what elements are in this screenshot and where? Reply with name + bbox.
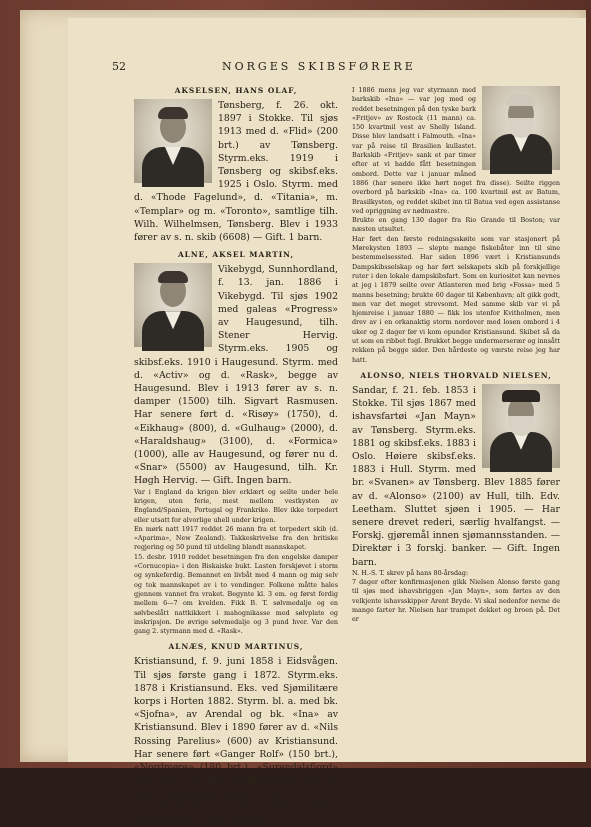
entry-note: I 1886 mens jeg var styrmann med barkskib «Ina» — var jeg med og reddet besetningen på den tyske bark «Fritjev» av Rostock (11 mann) ca. 150 kvartmil vest av Shelly Island. Disse blev landsatt i Falmouth. «Ina» var på reise til Brasilien kullastet. Barkskib «Fritjev» sank et par timer efter at vi hadde fått besetningen ombord. Dette var i januar måned 1886 (har senere ikke hørt noget fra disse). Seilte riggen overbord på barkskib «Ina» ca. 100 kvartmil øst av Batum, Brasilkysten, og reddet skibet inn til Batua ved egen assistanse ved opriggning av nødmastre.	[352, 86, 560, 215]
entry-note: N. H.-S. T. skrev på hans 80-årsdag:	[352, 568, 469, 577]
entry-text: Vikebygd, Sunnhordland, f. 13. jan. 1886 i Vikebygd. Til sjøs 1902 med galeas «Progress» av Haugesund, tilh. Stener Hervig. Styrm.eks. 1905 og skibsf.eks. 1910 i Haugesund. Styrm. med d. «Activ» og d. «Rask», begge av Haugesund. Blev i 1913 fører av s. n. damper (1500) tilh. Sigvart Rasmusen. Har senere ført d. «Risøy» (1750), d. «Eikhaug» (800), d. «Gulhaug» (2000), d. «Haraldshaug» (3100), d. «Formica» (1000), alle av Haugesund, og fører nu d. «Snar» (5500) av Haugesund, tilh. Kr. Høgh Hervig. — Gift. Ingen barn.	[134, 264, 338, 487]
entry-note: Brukte en gang 130 dager fra Rio Grande til Boston; var næsten utsultet.	[352, 216, 560, 234]
page-number: 52	[112, 60, 126, 73]
entry-note: Har ført den første redningsskøite som var stasjonert på Mørekysten 1893 — slepte mange fiskebåter inn til sine bestemmelsessted. Har siden 1896 vært i Kristiansunds Dampskibsselskap og har ført selskapets skib på forskjellige ruter i den lokale dampskibsfart. Som en kuriositet kan nevnes at jeg i 1879 seilte over Atlanteren med brig «Fossa» med 5 manns besetning; brukte 60 dager til København; alt gikk godt, men var det meget strevsomt. Med samme skib var vi på hjemreise i januar 1880 — fikk los utenfor Kvitholmen, men drev av i en orkanaktig storm nordover med losen ombord i 4 uker og 2 dager før vi kom opunder Kristiansund. Skibet så da ut som en ribbet fugl. Brukket begge undermerserær og innsått rekken på begge sider. Den hårdeste og værste reise jeg har hatt.	[352, 234, 560, 364]
page-header	[112, 60, 532, 76]
portrait-alnaes	[482, 86, 560, 170]
entry-text: Tønsberg, f. 26. okt. 1897 i Stokke. Til sjøs 1913 med d. «Flid» (200 brt.) av Tønsberg. Styrm.eks. 1919 i Tønsberg og skibsf.eks. 1925 i Oslo. Styrm. med d. «Thode Fagelund», d. «Titania», m. «Templar» og m. «Toronto», samtlige tilh. Wilh. Wilhelmsen, Tønsberg. Blev i 1933 fører av s. n. skib (6608) — Gift. 1 barn.	[134, 100, 338, 244]
entry-heading: ALONSO, NIELS THORVALD NIELSEN,	[360, 370, 552, 380]
entry-note: 15. desbr. 1910 reddet besetningen fra den engelske damper «Cornucopia» i den Biskaiske bukt. Lasten forskjøvet i storm og synkeferdig. Bemannet en livbåt med 4 mann og mig selv og tok mannskapet av i to vendinger. Folkene måtte hales gjennem vannet fra vraket. Begynte kl. 3 em. og først ferdig mellem 6—7 om kvelden. Fikk B. T. sølvmedalje og en sølvbeslått nattkikkert i mahognikasse med sølvplate og inskripsjon. De øvrige sølvmedalje og 3 pund hver. Var den gang 2. styrmann med d. «Rask».	[134, 552, 338, 636]
left-column	[134, 86, 338, 826]
entry-heading: AKSELSEN, HANS OLAF,	[174, 86, 298, 95]
portrait-akselsen	[134, 99, 212, 183]
portrait-alonso	[482, 384, 560, 468]
entry-text: Sandar, f. 21. feb. 1853 i Stokke. Til sjøs 1867 med ishavsfartøi «Jan Mayn» av Tønsberg. Styrm.eks. 1881 og skibsf.eks. 1883 i Oslo. Høiere skibsf.eks. 1883 i Hull. Styrm. med br. «Svanen» av Tønsberg. Blev 1885 fører av d. «Alonso» (2100) av Hull, tilh. Edv. Leetham. Sluttet sjøen i 1905. — Har senere drevet rederi, særlig hvalfangst. — Forskj. gjøremål innen sjømannsstanden. — Direktør i 3 forskj. banker. — Gift. Ingen barn.	[352, 384, 560, 568]
entry-text: Kristiansund, f. 9. juni 1858 i Eidsvågen. Til sjøs første gang i 1872. Styrm.eks. 1878 i Kristiansund. Eks. ved Sjømilitære korps i Horten 1882. Styrm. bl. a. med bk. «Sjofna», av Arendal og bk. «Ina» av Kristiansund. Blev i 1890 fører av d. «Nils Rossing Parelius» (600) av Kristiansund. Har senere ført «Ganger Rolf» (150 brt.), «Nordmøre» (180 brt.), «Surendalsfjord» (350 brt.), alle tilh. Nordmøre D.s. A.s., og fører nu passagerskibet «Driva» (320 brt.) av Kristiansund, tilh. Møre fylkes ruteselskab. — Gift. 6 barn.	[134, 656, 338, 826]
entry-note: Var i England da krigen blev erklært og seilte under hele krigen, uten ferie, mest mellem vestkysten av England/Spanien, Portugal og Frankrike. Blev ikke torpedert eller utsatt for alvorlige uhell under krigen.	[134, 487, 338, 524]
portrait-alne	[134, 263, 212, 347]
entry-heading: ALNE, AKSEL MARTIN,	[177, 250, 295, 260]
entry-note: En mørk natt 1917 reddet 26 mann fra et torpedert skib (d. «Aparima», New Zealand). Takkeskrivelse fra den britiske regjering og 50 pund til utdeling blandt mannskapet.	[134, 524, 338, 552]
right-column	[352, 86, 560, 625]
running-title: NORGES SKIBSFØRERE	[222, 60, 416, 73]
entry-note: 7 dager efter konfirmasjonen gikk Nielsen Alonso første gang til sjøs med ishavsbriggen «Jan Mayn», som førtes av den velkjente ishavsskipper Arent Bryde. Vi skal nedenfor nevne de mange farter hr. Nielsen har trampet dekket og broen på. Det er	[352, 578, 560, 624]
entry-heading: ALNÆS, KNUD MARTINUS,	[168, 642, 304, 652]
